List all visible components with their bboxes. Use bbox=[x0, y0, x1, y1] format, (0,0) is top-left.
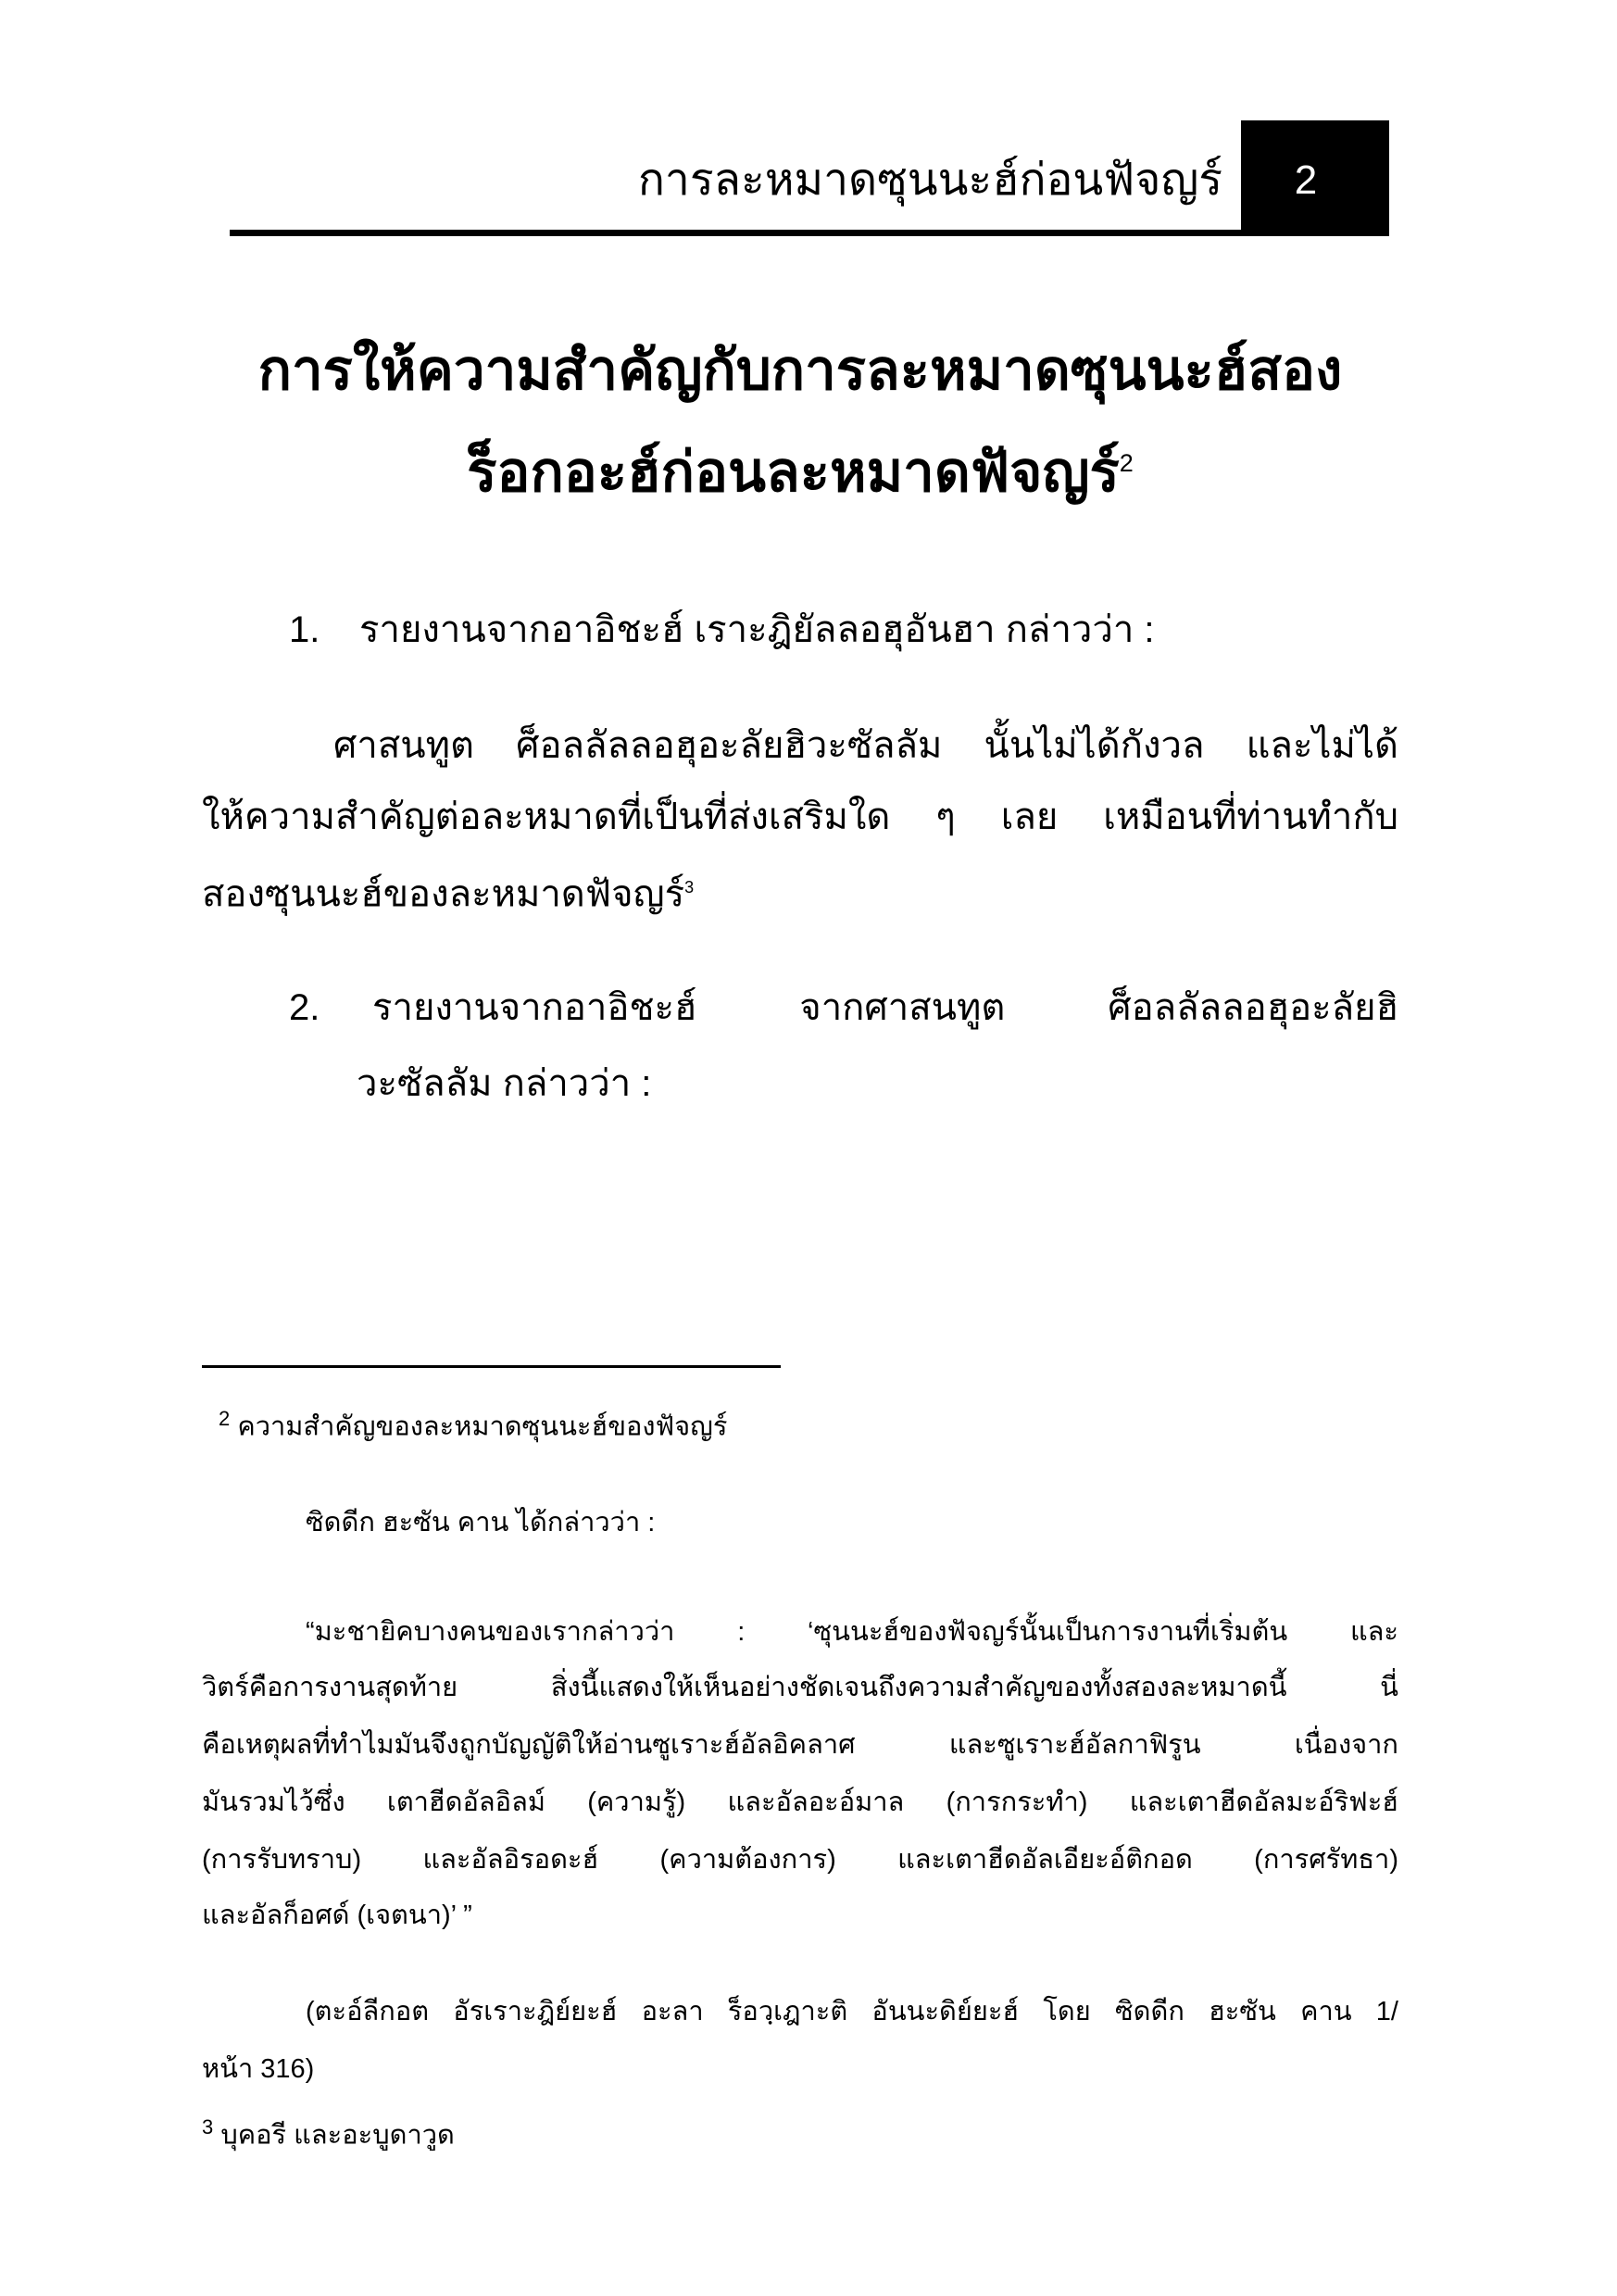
running-header-title: การละหมาดซุนนะฮ์ก่อนฟัจญร์ bbox=[637, 156, 1222, 205]
paragraph-text: สองซุนนะฮ์ของละหมาดฟัจญร์ bbox=[202, 873, 685, 915]
footnote-separator bbox=[202, 1365, 781, 1368]
footnote-source-line: (ตะอ์ลีกอต อัรเราะฎิย์ยะฮ์ อะลา ร็อวฺเฎาะติ อันนะดิย์ยะฮ์ โดย ซิดดีก ฮะซัน คาน 1/ bbox=[306, 1997, 1398, 2026]
footnote-quote-line: “มะชายิคบางคนของเรากล่าวว่า : ‘ซุนนะฮ์ของฟัจญร์นั้นเป็นการงานที่เริ่มต้น และ bbox=[306, 1617, 1398, 1647]
item-2-line: วะซัลลัม กล่าวว่า : bbox=[357, 1063, 652, 1104]
footnote-quote-line: และอัลก็อศด์ (เจตนา)’ ” bbox=[202, 1901, 472, 1930]
page-title-line-1: การให้ความสำคัญกับการละหมาดซุนนะฮ์สอง bbox=[257, 339, 1343, 401]
footnote-ref: 2 bbox=[1119, 449, 1134, 477]
footnote-quote-line: มันรวมไว้ซึ่ง เตาฮีดอัลอิลม์ (ความรู้) และอัลอะอ์มาล (การกระทำ) และเตาฮีดอัลมะอ์ริฟะฮ์ bbox=[202, 1788, 1398, 1817]
footnote-2 bbox=[219, 1399, 727, 1448]
paragraph-line bbox=[202, 859, 694, 922]
footnote-source-line: หน้า 316) bbox=[202, 2054, 315, 2084]
paragraph-line: ศาสนทูต ศ็อลลัลลอฮุอะลัยฮิวะซัลลัม นั้นไม่ได้กังวล และไม่ได้ bbox=[333, 725, 1398, 766]
footnote-quote-line: คือเหตุผลที่ทำไมมันจึงถูกบัญญัติให้อ่านซูเราะฮ์อัลอิคลาศ และซูเราะฮ์อัลกาฟิรูน เนื่องจาก bbox=[202, 1730, 1398, 1760]
item-1-number: 1. bbox=[289, 609, 320, 650]
footnote-3 bbox=[202, 2107, 455, 2156]
item-2-number: 2. bbox=[289, 987, 320, 1028]
footnote-number: 3 bbox=[202, 2115, 214, 2139]
header-rule bbox=[230, 230, 1389, 236]
paragraph-line: ให้ความสำคัญต่อละหมาดที่เป็นที่ส่งเสริมใด ๆ เลย เหมือนที่ท่านทำกับ bbox=[202, 797, 1398, 837]
page-number: 2 bbox=[1294, 157, 1318, 203]
title-text: ร็อกอะฮ์ก่อนละหมาดฟัจญร์ bbox=[467, 441, 1120, 503]
footnote-number: 2 bbox=[219, 1407, 231, 1430]
footnote-text: ความสำคัญของละหมาดซุนนะฮ์ของฟัจญร์ bbox=[237, 1411, 728, 1442]
footnote-ref: 3 bbox=[684, 878, 695, 897]
item-2-line: รายงานจากอาอิชะฮ์ จากศาสนทูต ศ็อลลัลลอฮุอะลัยฮิ bbox=[372, 987, 1398, 1028]
footnote-quote-line: (การรับทราบ) และอัลอิรอดะฮ์ (ความต้องการ) และเตาฮีดอัลเอียะอ์ติกอด (การศรัทธา) bbox=[202, 1845, 1398, 1875]
footnote-intro: ซิดดีก ฮะซัน คาน ได้กล่าวว่า : bbox=[306, 1508, 656, 1537]
footnote-quote-line: วิตร์คือการงานสุดท้าย สิ่งนี้แสดงให้เห็นอย่างชัดเจนถึงความสำคัญของทั้งสองละหมาดนี้ นี่ bbox=[202, 1673, 1398, 1702]
item-1-text: รายงานจากอาอิชะฮ์ เราะฎิยัลลอฮุอันฮา กล่าวว่า : bbox=[359, 609, 1155, 650]
page-title-line-2 bbox=[202, 421, 1398, 514]
footnote-text: บุคอรี และอะบูดาวูด bbox=[220, 2120, 455, 2151]
